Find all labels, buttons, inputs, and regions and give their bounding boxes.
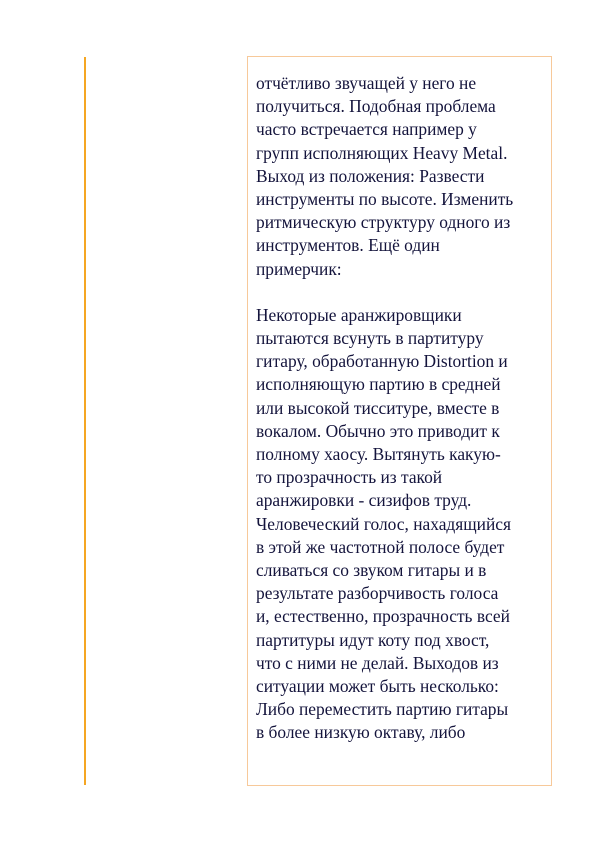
left-margin-rule — [84, 57, 86, 785]
text-line: аранжировки - сизифов труд. — [256, 490, 472, 511]
text-line: Некоторые аранжировщики — [256, 304, 462, 325]
text-line: инструментов. Ещё один — [256, 235, 440, 256]
text-line: ситуации может быть несколько: — [256, 675, 499, 696]
text-line: вокалом. Обычно это приводит к — [256, 420, 500, 441]
paragraph-gap — [256, 281, 550, 304]
text-line: или высокой тисситуре, вместе в — [256, 397, 500, 418]
text-line: полному хаосу. Вытянуть какую- — [256, 444, 501, 464]
text-line: исполняющую партию в средней — [256, 374, 501, 395]
body-text — [256, 72, 550, 744]
paragraph-2 — [256, 304, 550, 745]
text-line: что с ними не делай. Выходов из — [256, 652, 499, 673]
text-line: Выход из положения: Развести — [256, 165, 485, 186]
text-line: то прозрачность из такой — [256, 467, 443, 488]
text-line: отчётливо звучащей у него не — [256, 73, 477, 93]
text-line: результате разборчивость голоса — [256, 583, 499, 604]
text-line: в более низкую октаву, либо — [256, 722, 466, 743]
text-line: сливаться со звуком гитары и в — [256, 559, 487, 580]
text-line: инструменты по высоте. Изменить — [256, 188, 514, 209]
text-line: в этой же частотной полосе будет — [256, 536, 505, 557]
text-line: Человеческий голос, нахадящийся — [256, 513, 511, 534]
text-line: гитару, обработанную Distortion и — [256, 351, 508, 372]
text-line: получиться. Подобная проблема — [256, 96, 496, 117]
text-line: ритмическую структуру одного из — [256, 212, 511, 233]
text-line: часто встречается например у — [256, 119, 477, 140]
paragraph-1 — [256, 72, 550, 281]
text-line: примерчик: — [256, 258, 342, 279]
text-line: партитуры идут коту под хвост, — [256, 629, 490, 650]
text-line: групп исполняющих Heavy Metal. — [256, 142, 508, 163]
text-line: Либо переместить партию гитары — [256, 699, 509, 720]
text-line: и, естественно, прозрачность всей — [256, 606, 510, 627]
text-line: пытаются всунуть в партитуру — [256, 328, 484, 349]
